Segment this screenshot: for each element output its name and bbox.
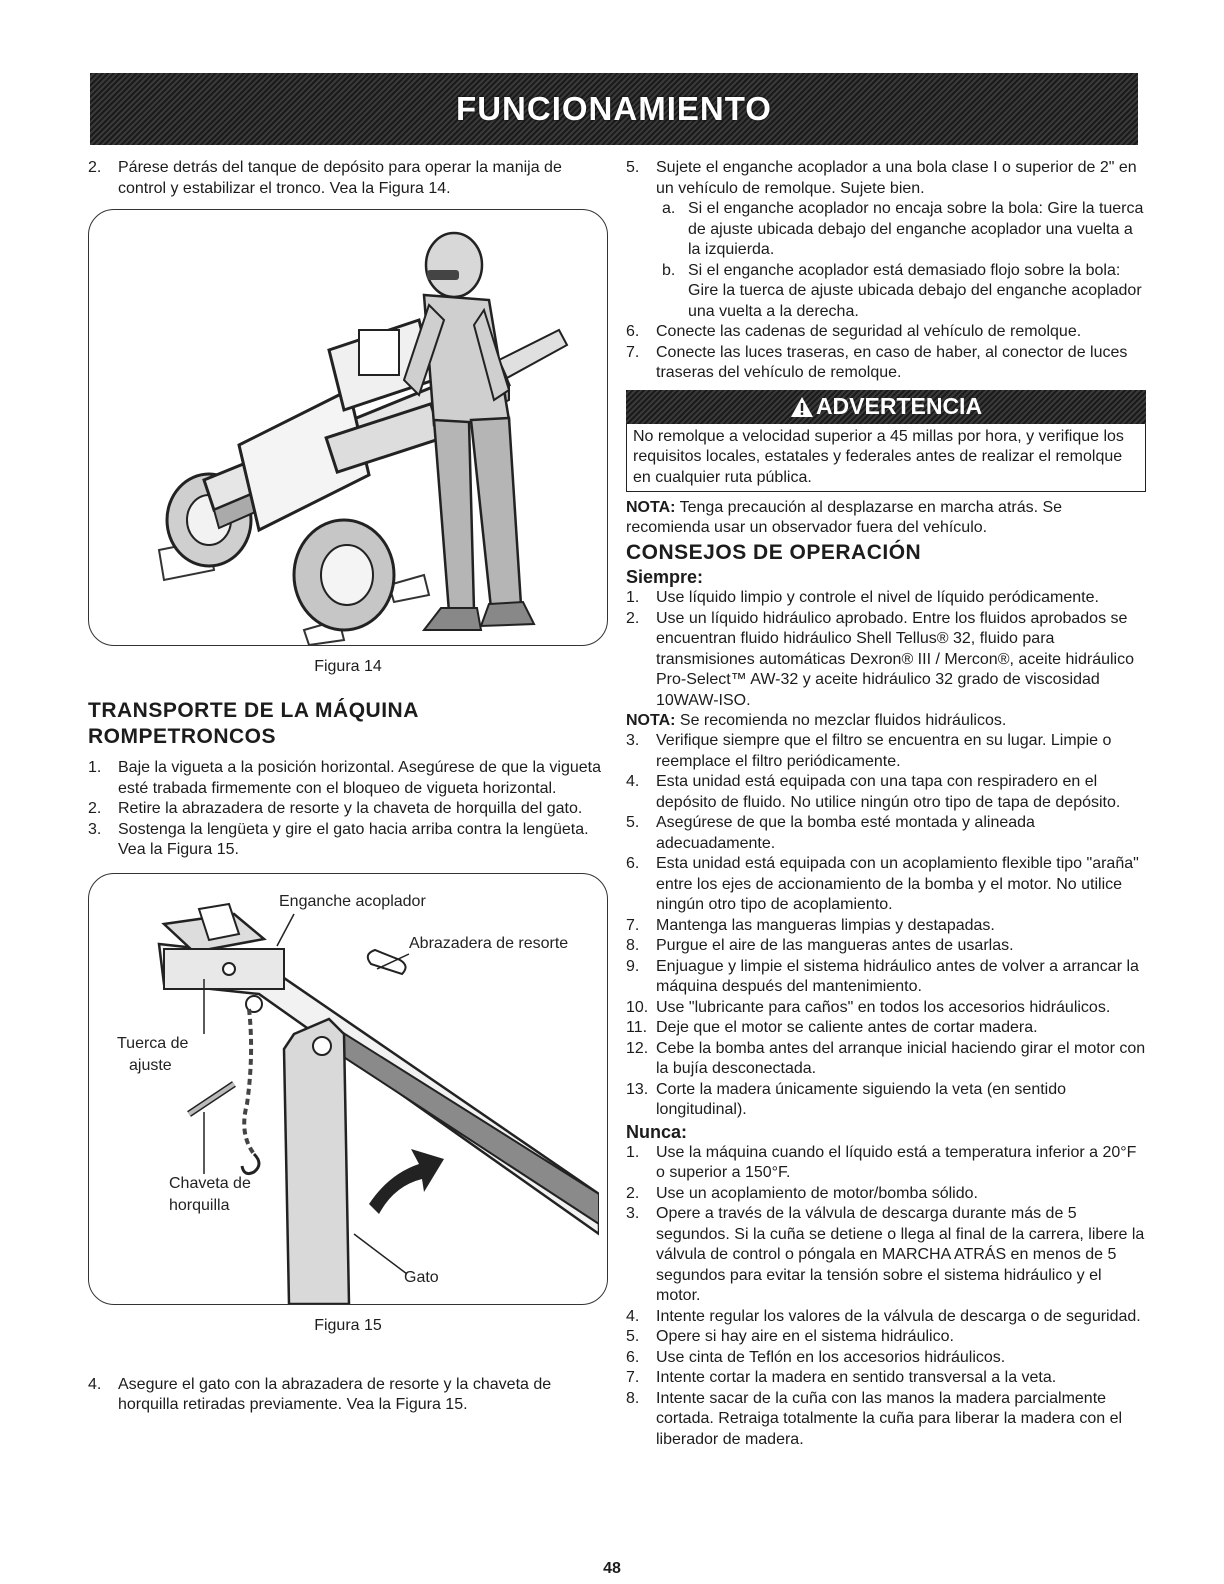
warning-title: ADVERTENCIA (815, 393, 983, 419)
figure-15 (88, 873, 608, 1305)
label-abrazadera: Abrazadera de resorte (409, 934, 569, 952)
list-item: 12. Cebe la bomba antes del arranque inicial haciendo girar el motor con la bujía desconectada. (626, 1039, 1146, 1077)
warning-triangle-icon (790, 396, 814, 418)
transport-heading-line2: ROMPETRONCOS (88, 725, 277, 748)
list-item: 3. Sostenga la lengüeta y gire el gato hacia arriba contra la lengüeta. Vea la Figura 15. (88, 820, 589, 858)
log-splitter-operator-illustration (89, 210, 599, 645)
list-item: 1. Baje la vigueta a la posición horizontal. Asegúrese de que la vigueta esté trabada firmemente con el bloqueo de vigueta horizontal. (88, 759, 601, 797)
left-column (88, 158, 608, 1416)
list-item: 4. Esta unidad está equipada con una tapa con respiradero en el depósito de fluido. No utilice ningún otro tipo de tapa de depósito. (626, 773, 1121, 811)
list-item: b. Si el enganche acoplador está demasiado flojo sobre la bola: Gire la tuerca de ajuste ubicada debajo del enganche acoplador una vuelta a la derecha. (662, 261, 1142, 320)
list-item: 4. Intente regular los valores de la válvula de descarga o de seguridad. (626, 1307, 1141, 1325)
transport-heading-line1: TRANSPORTE DE LA MÁQUINA (88, 699, 419, 722)
list-item: 2. Use un líquido hidráulico aprobado. Entre los fluidos aprobados se encuentran fluido hidráulico Shell Tellus® 32, fluido para transmisiones automáticas Dexron® III / Mercon®, aceite hidráulico Pro-Select™ AW-32 y aceite hidráulico 32 grado de viscosidad 10WAW-ISO. (626, 609, 1134, 709)
list-item: 13. Corte la madera únicamente siguiendo la veta (en sentido longitudinal). (626, 1080, 1067, 1118)
right-column (626, 158, 1146, 1450)
list-item: 10. Use "lubricante para caños" en todos los accesorios hidráulicos. (626, 998, 1111, 1016)
list-item: 5. Opere si hay aire en el sistema hidráulico. (626, 1328, 954, 1345)
warning-header (626, 390, 1146, 424)
list-item: 8. Purgue el aire de las mangueras antes de usarlas. (626, 937, 1014, 954)
figure-14-caption: Figura 14 (314, 658, 382, 675)
label-chaveta-1: Chaveta de (169, 1174, 251, 1192)
note-fluids: NOTA: Se recomienda no mezclar fluidos hidráulicos. (626, 712, 1007, 729)
list-item: 3. Verifique siempre que el filtro se encuentra en su lugar. Limpie o reemplace el filtro periódicamente. (626, 732, 1112, 770)
list-item: 9. Enjuague y limpie el sistema hidráulico antes de volver a arrancar la máquina después del mantenimiento. (626, 957, 1139, 995)
list-item: 2. Use un acoplamiento de motor/bomba sólido. (626, 1184, 978, 1202)
list-item: 3. Opere a través de la válvula de descarga durante más de 5 segundos. Si la cuña se detiene o llega al final de la carrera, libere la válvula de control o póngala en MARCHA ATRÁS en menos de 5 segundos para evitar la tensión sobre el sistema hidráulico y el motor. (626, 1205, 1145, 1304)
list-item: 6. Use cinta de Teflón en los accesorios hidráulicos. (626, 1348, 1006, 1366)
list-item: 7. Conecte las luces traseras, en caso de haber, al conector de luces traseras del vehículo de remolque. (626, 343, 1128, 381)
figure-15-caption: Figura 15 (314, 1316, 382, 1334)
list-item: 2. Retire la abrazadera de resorte y la chaveta de horquilla del gato. (88, 800, 583, 817)
consejos-heading: CONSEJOS DE OPERACIÓN (626, 541, 922, 564)
label-chaveta-2: horquilla (169, 1196, 230, 1214)
list-item: 6. Esta unidad está equipada con un acoplamiento flexible tipo "araña" entre los ejes de accionamiento de la bomba y el motor. No utilice ningún otro tipo de acoplamiento. (626, 855, 1139, 913)
siempre-heading: Siempre: (626, 567, 704, 587)
page-number: 48 (603, 1560, 621, 1577)
list-item: 2. Párese detrás del tanque de depósito para operar la manija de control y estabilizar el tronco. Vea la Figura 14. (88, 159, 562, 197)
list-item: 5. Asegúrese de que la bomba esté montada y alineada adecuadamente. (626, 814, 1035, 852)
list-item: 5. Sujete el enganche acoplador a una bola clase I o superior de 2" en un vehículo de remolque. Sujete bien. (626, 159, 1137, 197)
page-title: FUNCIONAMIENTO (456, 90, 772, 127)
note-reverse: NOTA: Tenga precaución al desplazarse en marcha atrás. Se recomienda usar un observador fuera del vehículo. (626, 499, 1063, 536)
label-gato: Gato (404, 1268, 439, 1286)
list-item: 4. Asegure el gato con la abrazadera de resorte y la chaveta de horquilla retiradas previamente. Vea la Figura 15. (88, 1375, 552, 1413)
label-tuerca-1: Tuerca de (117, 1034, 189, 1052)
label-enganche: Enganche acoplador (279, 892, 426, 910)
nunca-heading: Nunca: (626, 1121, 688, 1142)
figure-14 (88, 209, 608, 646)
list-item: 1. Use líquido limpio y controle el nivel de líquido peródicamente. (626, 589, 1099, 606)
list-item: 6. Conecte las cadenas de seguridad al vehículo de remolque. (626, 323, 1082, 340)
list-item: a. Si el enganche acoplador no encaja sobre la bola: Gire la tuerca de ajuste ubicada debajo del enganche acoplador una vuelta a la izquierda. (662, 200, 1144, 258)
section-banner (90, 73, 1138, 145)
list-item: 8. Intente sacar de la cuña con las manos la madera parcialmente cortada. Retraiga totalmente la cuña para liberar la madera con el liberador de madera. (626, 1389, 1123, 1448)
warning-text: No remolque a velocidad superior a 45 millas por hora, y verifique los requisitos locales, estatales y federales antes de realizar el remolque en cualquier ruta pública. (626, 424, 1146, 493)
list-item: 1. Use la máquina cuando el líquido está a temperatura inferior a 20°F o superior a 150°F. (626, 1143, 1137, 1181)
list-item: 7. Intente cortar la madera en sentido transversal a la veta. (626, 1369, 1057, 1386)
list-item: 7. Mantenga las mangueras limpias y destapadas. (626, 916, 995, 934)
list-item: 11. Deje que el motor se caliente antes de cortar madera. (626, 1019, 1038, 1036)
label-tuerca-2: ajuste (129, 1056, 172, 1074)
warning-box (626, 390, 1146, 493)
